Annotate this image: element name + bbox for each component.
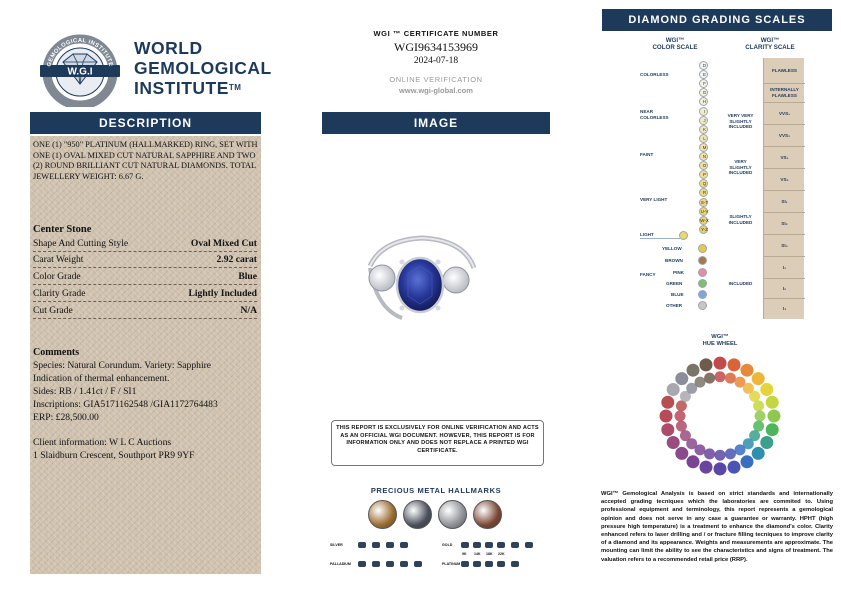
hue-wheel — [645, 352, 795, 480]
hallmark-stamp-icon — [400, 542, 408, 548]
hue-dot — [735, 444, 746, 455]
hallmark-stamp-icon — [461, 561, 469, 567]
hue-dot — [749, 391, 760, 402]
hallmarks-title: PRECIOUS METAL HALLMARKS — [370, 486, 502, 495]
color-grade-gem — [699, 216, 708, 225]
fancy-color-gem — [698, 244, 707, 253]
hallmark-palladium-label: PALLADIUM — [330, 562, 351, 566]
hue-wheel-graphic — [645, 352, 795, 480]
hue-dot — [687, 364, 700, 377]
spec-row-cut — [33, 303, 257, 319]
spec-row-shape — [33, 236, 257, 252]
hue-dot — [714, 462, 727, 475]
fancy-green: GREEN — [666, 281, 683, 286]
hue-dot — [766, 423, 779, 436]
comments-title: Comments — [33, 347, 80, 358]
certificate-number-label: WGI ™ CERTIFICATE NUMBER — [373, 29, 499, 38]
color-grade-gem — [699, 225, 708, 234]
gold-karat: 14K — [474, 552, 481, 556]
hue-dot — [680, 430, 691, 441]
emblem-letters: W.G.I — [67, 66, 93, 78]
hallmark-stamp-icon — [473, 561, 481, 567]
color-grade-letter: Y-Z — [701, 226, 708, 232]
color-grade-letter: W-X — [700, 217, 709, 223]
clarity-group-vs: VERY SLIGHTLY INCLUDED — [728, 159, 753, 176]
hue-dot — [715, 371, 726, 382]
client-information: Client information: W L C Auctions — [33, 437, 172, 448]
clarity-vs2: VS₂ — [764, 169, 805, 191]
color-grade-gem — [699, 179, 708, 188]
hue-dot — [752, 372, 765, 385]
color-grade-gem — [699, 88, 708, 97]
color-grade-gem — [699, 161, 708, 170]
color-grade-letter: J — [703, 117, 706, 123]
color-grade-gem — [699, 134, 708, 143]
hue-dot — [715, 450, 726, 461]
color-grade-letter: Q — [702, 181, 707, 187]
clarity-vvs2: VVS₂ — [764, 125, 805, 147]
hallmark-stamp-icon — [414, 561, 422, 567]
gemological-analysis-note: WGI™ Gemological Analysis is based on strict standards and internationally accepted grading tecniques which the laboratories are commited to. Using professional equipment and terminology, this report represents a gemological opinion and does not serve in any case a guarantee or warranty. HPHT (high pressure high temperature) is a treatment to enhance the diamond's color. Clarity enhanced refers to laser drilling and / or fracture filling tecniques to improve clarity of a diamond and its appearance. Weights and measurements are approximate. The mounting can limit the ability to see the characteristics and signs of treatment. The valuation refers to a recommended retail price (RRP). — [601, 491, 833, 563]
hallmark-stamp-icon — [400, 561, 408, 567]
hallmark-coin-gold-icon — [368, 500, 397, 529]
color-grade-letter: U-V — [700, 208, 709, 214]
hallmark-stamp-icon — [497, 542, 505, 548]
gold-karat: 9K — [462, 552, 467, 556]
color-grade-gem — [699, 170, 708, 179]
grading-scales-header: DIAMOND GRADING SCALES — [602, 9, 832, 31]
hallmark-stamp-icon — [473, 542, 481, 548]
hue-dot — [675, 447, 688, 460]
color-grade-gem — [699, 152, 708, 161]
spec-value: 2.92 carat — [216, 254, 257, 265]
color-grade-gem — [699, 97, 708, 106]
hue-dot — [752, 447, 765, 460]
hallmark-stamp-icon — [386, 561, 394, 567]
spec-value: N/A — [240, 305, 257, 316]
fancy-brown: BROWN — [665, 258, 683, 263]
color-scale-title: WGI™ COLOR SCALE — [652, 37, 698, 51]
clarity-group-vvs: VERY VERY SLIGHTLY INCLUDED — [727, 113, 754, 130]
color-grade-gem — [699, 107, 708, 116]
hue-dot — [760, 383, 773, 396]
logo-line-3: INSTITUTE™ — [134, 78, 242, 98]
clarity-scale-column — [763, 58, 804, 319]
online-disclaimer: THIS REPORT IS EXCLUSIVELY FOR ONLINE VERIFICATION AND ACTS AS AN OFFICIAL WGI DOCUMENT. HOWEVER, THIS REPORT IS FOR INFORMATION ONLY AND DOES NOT REPLACE A PRINTED WGI CERTIFICATE. — [331, 420, 544, 466]
hallmark-gold-label: GOLD — [442, 543, 453, 547]
color-group-very-light: VERY LIGHT — [640, 197, 668, 202]
color-grade-letter: O — [702, 163, 707, 169]
logo-line-1: WORLD — [134, 38, 203, 58]
fancy-color-gem — [698, 268, 707, 277]
color-grade-letter: M — [702, 144, 707, 150]
spec-label: Clarity Grade — [33, 288, 86, 299]
fancy-color-gem — [698, 301, 707, 310]
hue-wheel-title: WGI™ HUE WHEEL — [702, 334, 738, 347]
spec-value: Oval Mixed Cut — [190, 238, 257, 249]
hue-dot — [660, 410, 673, 423]
color-grade-gem — [699, 188, 708, 197]
hue-dot — [728, 358, 741, 371]
hallmark-stamp-icon — [372, 561, 380, 567]
fancy-pink: PINK — [673, 270, 684, 275]
color-group-fancy: FANCY — [640, 272, 656, 277]
image-header: IMAGE — [322, 112, 550, 134]
color-grade-letter: S-T — [700, 199, 709, 205]
hallmark-coins — [368, 500, 508, 534]
hue-dot — [728, 461, 741, 474]
color-group-light: LIGHT — [640, 232, 654, 237]
color-group-colorless: COLORLESS — [640, 72, 669, 77]
description-panel — [30, 136, 261, 574]
wgi-logo — [30, 32, 270, 107]
comment-inscriptions: Inscriptions: GIA5171162548 /GIA1172764483 — [33, 399, 218, 410]
clarity-i2: I₂ — [764, 279, 805, 299]
hallmark-stamp-icon — [358, 561, 366, 567]
hallmark-stamp-icon — [511, 542, 519, 548]
spec-value: Lightly Included — [188, 288, 257, 299]
certificate-number: WGI9634153969 — [394, 40, 478, 54]
spec-row-clarity — [33, 286, 257, 302]
spec-label: Carat Weight — [33, 254, 84, 265]
color-grade-gem — [699, 207, 708, 216]
color-grade-gem — [699, 143, 708, 152]
hue-dot — [676, 421, 687, 432]
clarity-internally-flawless: INTERNALLY FLAWLESS — [764, 84, 805, 103]
comment-sides: Sides: RB / 1.41ct / F / SI1 — [33, 386, 137, 397]
hue-dot — [700, 358, 713, 371]
clarity-vvs1: VVS₁ — [764, 103, 805, 125]
hallmark-stamp-icon — [358, 542, 366, 548]
online-verification-url[interactable]: www.wgi-global.com — [399, 86, 473, 95]
hallmark-platinum-label: PLATINUM — [442, 562, 461, 566]
color-grade-letter: L — [703, 135, 706, 141]
hue-dot — [741, 364, 754, 377]
light-grade-gem — [679, 231, 688, 240]
logo-line-2: GEMOLOGICAL — [134, 58, 272, 78]
hue-dot — [675, 411, 686, 422]
hue-dot — [667, 383, 680, 396]
gold-karat: 22K — [498, 552, 505, 556]
clarity-group-si: SLIGHTLY INCLUDED — [728, 214, 753, 225]
certificate-date: 2024-07-18 — [413, 56, 459, 66]
hallmark-stamp-icon — [485, 561, 493, 567]
color-grade-gem — [699, 116, 708, 125]
color-grade-letter: I — [703, 108, 706, 114]
hallmark-stamp-icon — [511, 561, 519, 567]
color-grade-letter: G — [702, 90, 707, 96]
hue-dot — [676, 400, 687, 411]
fancy-yellow: YELLOW — [662, 246, 682, 251]
clarity-scale-title: WGI™ CLARITY SCALE — [745, 37, 795, 51]
jewellery-description: ONE (1) "950" PLATINUM (HALLMARKED) RING, SET WITH ONE (1) OVAL MIXED CUT NATURAL SAPPHIRE AND TWO (2) ROUND BRILLIANT CUT NATURAL DIAMONDS. TOTAL JEWELLERY WEIGHT: 6.67 G. — [33, 140, 258, 181]
hue-dot — [695, 377, 706, 388]
fancy-color-gem — [698, 290, 707, 299]
hue-dot — [675, 372, 688, 385]
hue-dot — [753, 400, 764, 411]
color-grade-gem — [699, 70, 708, 79]
hallmark-stamp-icon — [386, 542, 394, 548]
clarity-i3: I₃ — [782, 306, 787, 311]
clarity-si1: SI₁ — [764, 191, 805, 213]
spec-row-carat — [33, 252, 257, 268]
trademark-mark: TM — [228, 83, 242, 92]
hue-dot — [725, 448, 736, 459]
color-grade-letter: E — [702, 72, 706, 78]
hallmark-marks — [330, 538, 546, 574]
hue-dot — [700, 461, 713, 474]
light-guide-line — [640, 238, 680, 239]
hue-dot — [741, 455, 754, 468]
hallmark-coin-dark-icon — [403, 500, 432, 529]
color-grade-gem — [699, 125, 708, 134]
comment-species: Species: Natural Corundum. Variety: Sapphire — [33, 360, 212, 371]
comment-erp: ERP: £28,500.00 — [33, 412, 99, 423]
hue-dot — [766, 396, 779, 409]
spec-row-color — [33, 269, 257, 285]
hue-dot — [704, 373, 715, 384]
hue-dot — [661, 423, 674, 436]
hallmark-stamp-icon — [372, 542, 380, 548]
fancy-color-gem — [698, 279, 707, 288]
hue-dot — [704, 448, 715, 459]
hue-dot — [714, 357, 727, 370]
hallmark-coin-copper-icon — [473, 500, 502, 529]
hue-dot — [725, 373, 736, 384]
hue-dot — [755, 411, 766, 422]
hue-dot — [687, 455, 700, 468]
color-group-near-colorless: NEAR COLORLESS — [640, 109, 669, 120]
fancy-blue: BLUE — [671, 292, 684, 297]
color-grade-letter: P — [702, 172, 706, 178]
color-grade-letter: H — [702, 99, 707, 105]
emblem-ring-text: GEMOLOGICAL INSTITUTE — [46, 37, 114, 68]
color-grade-gem — [699, 198, 708, 207]
hallmark-stamp-icon — [525, 542, 533, 548]
spec-label: Color Grade — [33, 271, 81, 282]
clarity-i1: I₁ — [764, 257, 805, 279]
ring-photo — [352, 222, 488, 332]
clarity-flawless: FLAWLESS — [764, 58, 805, 84]
spec-value: Blue — [238, 271, 257, 282]
spec-label: Shape And Cutting Style — [33, 238, 129, 249]
hallmark-stamp-icon — [461, 542, 469, 548]
client-address: 1 Slaidburn Crescent, Southport PR9 9YF — [33, 450, 195, 461]
hue-dot — [661, 396, 674, 409]
fancy-color-gem — [698, 256, 707, 265]
color-grade-gem — [699, 79, 708, 88]
online-verification-label: ONLINE VERIFICATION — [389, 75, 483, 84]
hallmark-stamp-icon — [485, 542, 493, 548]
description-header: DESCRIPTION — [30, 112, 261, 134]
color-grade-gem — [699, 61, 708, 70]
hallmark-coin-silver-icon — [438, 500, 467, 529]
spec-label: Cut Grade — [33, 305, 73, 316]
hue-dot — [667, 436, 680, 449]
color-grade-letter: N — [702, 154, 707, 159]
color-grade-letter: F — [703, 81, 706, 87]
clarity-group-included: INCLUDED — [728, 281, 753, 286]
hallmark-silver-label: SILVER — [330, 543, 343, 547]
clarity-si3: SI₃ — [764, 235, 805, 257]
hue-dot — [768, 410, 781, 423]
gold-karat: 18K — [486, 552, 493, 556]
color-grade-letter: K — [702, 126, 706, 132]
hue-dot — [760, 436, 773, 449]
color-grade-letter: R — [702, 190, 707, 196]
fancy-other: OTHER — [666, 303, 683, 308]
hue-dot — [753, 421, 764, 432]
wgi-emblem-icon — [30, 32, 130, 107]
clarity-vs1: VS₁ — [764, 147, 805, 169]
clarity-si2: SI₂ — [764, 213, 805, 235]
hallmark-stamp-icon — [497, 561, 505, 567]
comment-enhancement: Indication of thermal enhancement. — [33, 373, 170, 384]
color-group-faint: FAINT — [640, 152, 654, 157]
color-grade-letter: D — [702, 63, 707, 68]
center-stone-title: Center Stone — [33, 224, 92, 235]
logo-wordmark — [134, 38, 272, 98]
